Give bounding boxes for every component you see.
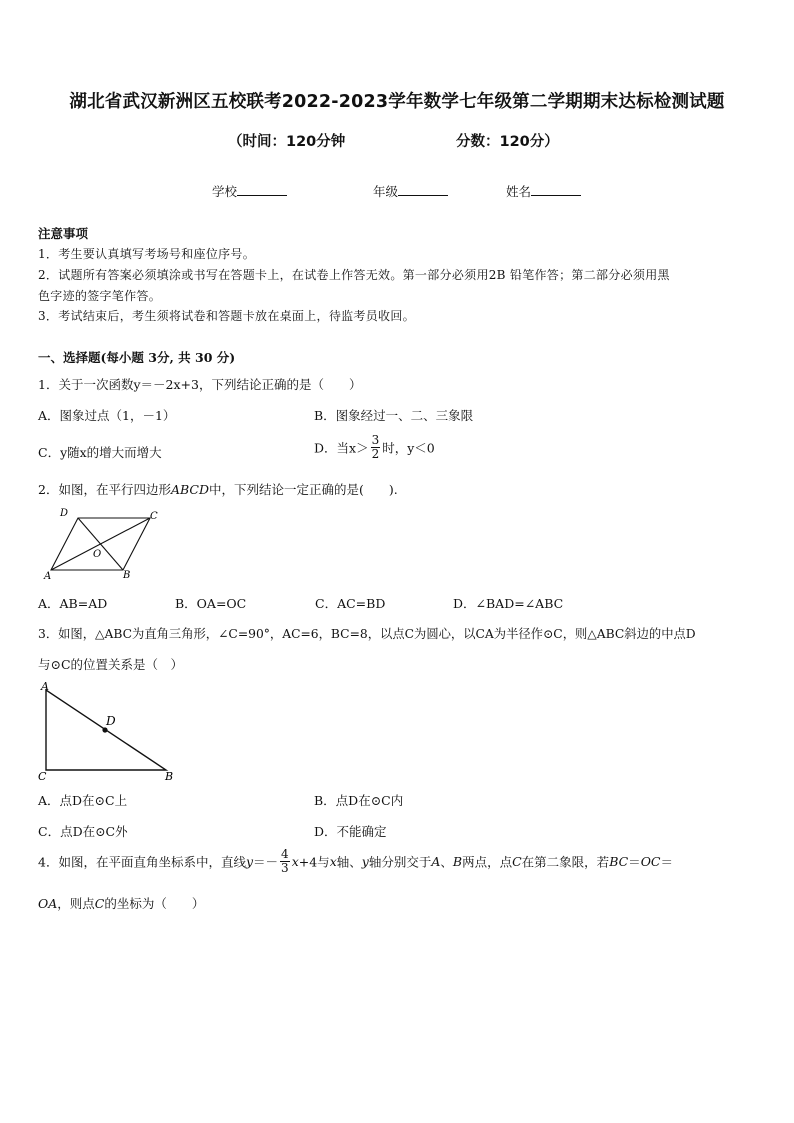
label-a: A bbox=[41, 680, 49, 693]
school-label: 学校 bbox=[212, 184, 238, 199]
label-o: O bbox=[93, 549, 102, 560]
notes-title: 注意事项 bbox=[38, 226, 89, 241]
label-b: B bbox=[165, 770, 174, 783]
right-triangle-figure bbox=[36, 678, 186, 784]
label-c: C bbox=[150, 511, 158, 522]
diagonal-bd bbox=[78, 518, 123, 570]
label-b: B bbox=[123, 570, 131, 581]
exam-title: 湖北省武汉新洲区五校联考2022-2023学年数学七年级第二学期期末达标检测试题 bbox=[69, 92, 725, 112]
question-4-stem-line1: 4．如图，在平面直角坐标系中，直线y＝－ $\frac{4}{3}$ x+4与x轴、y轴分别交于A、B两点，点C在第二象限，若BC＝OC＝ bbox=[38, 847, 674, 875]
q3-option-d[interactable]: D．不能确定 bbox=[314, 824, 387, 839]
question-3-stem-line2: 与⊙C的位置关系是（ ） bbox=[38, 657, 184, 672]
grade-label: 年级 bbox=[373, 184, 399, 199]
q2-option-b[interactable]: B．OA=OC bbox=[175, 596, 247, 611]
q1-d-post: 时，y＜0 bbox=[382, 440, 435, 456]
question-2-stem: 2．如图，在平行四边形ABCD中，下列结论一定正确的是( ). bbox=[38, 482, 398, 497]
parallelogram-figure bbox=[38, 504, 168, 582]
school-blank[interactable] bbox=[237, 182, 287, 196]
school-field[interactable] bbox=[212, 182, 287, 200]
question-1-stem: 1．关于一次函数y＝－2x+3，下列结论正确的是（ ） bbox=[38, 377, 362, 392]
question-4-stem-line2: OA，则点C的坐标为（ ） bbox=[38, 896, 205, 911]
q2-option-d[interactable]: D．∠BAD=∠ABC bbox=[453, 596, 564, 611]
q1-option-c[interactable]: C．y随x的增大而增大 bbox=[38, 445, 162, 460]
label-a: A bbox=[44, 571, 52, 582]
exam-time: （时间：120分钟 bbox=[228, 134, 346, 150]
exam-score: 分数：120分） bbox=[456, 134, 559, 150]
note-item: 1．考生要认真填写考场号和座位序号。 bbox=[38, 247, 256, 261]
name-field[interactable] bbox=[506, 182, 581, 200]
question-3-stem-line1: 3．如图，△ABC为直角三角形，∠C=90°，AC=6，BC=8，以点C为圆心，以CA为半径作⊙C，则△ABC斜边的中点D bbox=[38, 627, 696, 641]
grade-field[interactable] bbox=[373, 182, 448, 200]
q2-option-c[interactable]: C．AC=BD bbox=[315, 596, 386, 611]
q1-option-d[interactable] bbox=[314, 434, 435, 461]
q2-option-a[interactable]: A．AB=AD bbox=[38, 596, 108, 611]
q1-option-a[interactable]: A．图象过点（1，－1） bbox=[38, 408, 176, 423]
section-title: 一、选择题(每小题 3分, 共 30 分) bbox=[38, 350, 236, 365]
label-d: D bbox=[106, 714, 116, 728]
q1-d-fraction: $\frac{3}{2}$ bbox=[371, 433, 380, 461]
note-item: 色字迹的签字笔作答。 bbox=[38, 289, 162, 303]
midpoint-d bbox=[102, 727, 107, 732]
q3-option-a[interactable]: A．点D在⊙C上 bbox=[38, 793, 128, 808]
note-item: 3．考试结束后，考生须将试卷和答题卡放在桌面上，待监考员收回。 bbox=[38, 309, 415, 323]
q3-option-b[interactable]: B．点D在⊙C内 bbox=[314, 793, 404, 808]
q1-d-pre: D．当x＞ bbox=[314, 440, 369, 456]
label-c: C bbox=[38, 770, 47, 783]
q3-option-c[interactable]: C．点D在⊙C外 bbox=[38, 824, 128, 839]
name-label: 姓名 bbox=[506, 184, 532, 199]
name-blank[interactable] bbox=[531, 182, 581, 196]
label-d: D bbox=[60, 508, 69, 519]
grade-blank[interactable] bbox=[398, 182, 448, 196]
note-item: 2．试题所有答案必须填涂或书写在答题卡上，在试卷上作答无效。第一部分必须用2B 铅笔作答；第二部分必须用黑 bbox=[38, 268, 670, 282]
q1-option-b[interactable]: B．图象经过一、二、三象限 bbox=[314, 408, 474, 423]
